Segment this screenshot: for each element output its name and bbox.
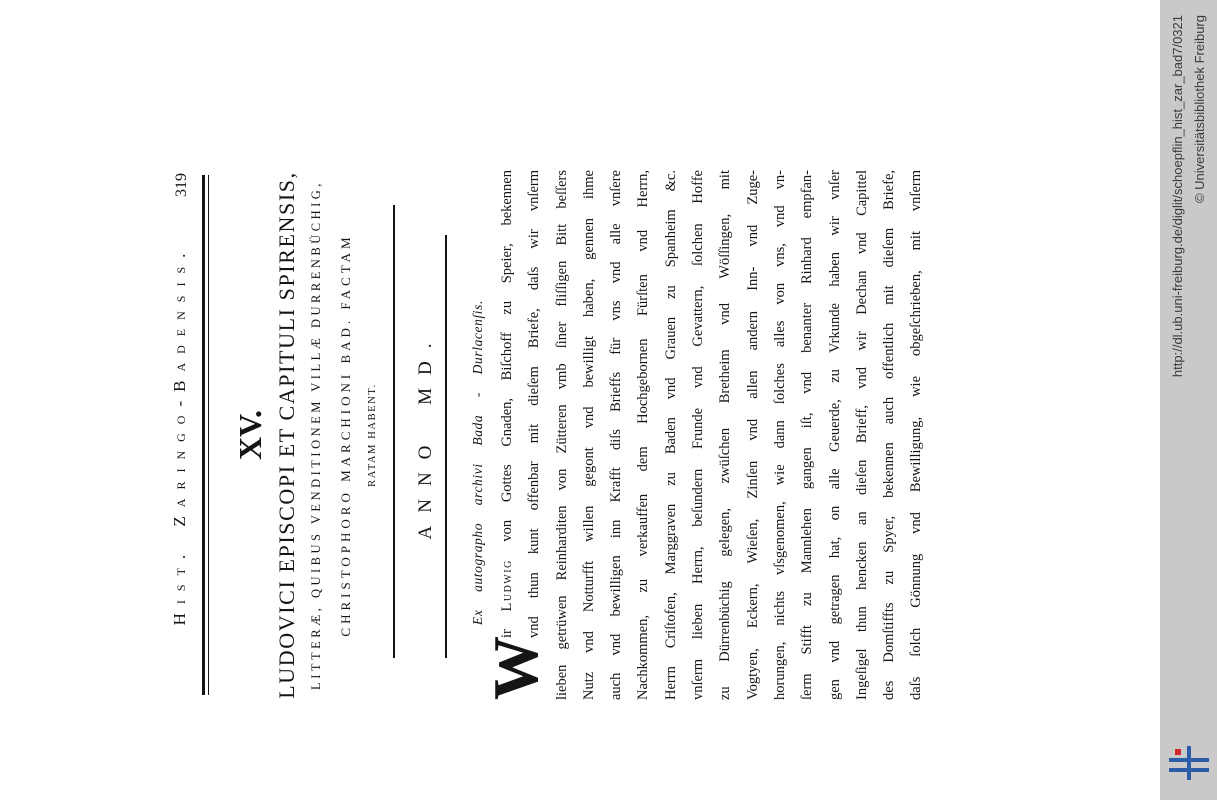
body-line: vnd thun kunt offenbar mit dieſem Briefe, daſs wir vnſerm <box>526 170 543 638</box>
logo-bar-vertical <box>1187 746 1191 780</box>
body-line: zu Dürrenbüchig gelegen, zwüſchen Bretheim vnd Wöſſingen, mit <box>717 170 734 700</box>
body-line: Ingeſigel thun hencken an dieſen Brieff, vnd wir Dechan vnd Capittel <box>853 170 870 700</box>
logo-red-mark <box>1175 749 1181 755</box>
permalink-url: http://dl.ub.uni-freiburg.de/diglit/schoepflin_hist_zar_bad7/0321 <box>1170 15 1185 378</box>
margin-text <box>1160 0 1217 800</box>
body-line-start: ir <box>499 629 515 638</box>
body-line: lieben getrüwen Reinharditen von Zütteren vmb ſiner fliſſigen Bitt beſſers <box>553 170 570 700</box>
document-date: ANNO MD. <box>415 330 436 540</box>
header-rule-thick <box>202 175 205 695</box>
title-line-4: RATAM HABENT. <box>367 383 378 487</box>
body-line: horungen, nichts vſsgenomen, wie dann ſolches alles von vns, vnd vn- <box>771 170 788 700</box>
body-line: Nachkommen, zu verkauffen dem Hochgebornen Fürſten vnd Herrn, <box>635 170 652 700</box>
body-line: Nutz vnd Notturfft willen gegont vnd bewilligt haben, gennen ihme <box>580 170 597 700</box>
body-line: auch vnd bewilligen inn Krafft diſs Brieffs für vns vnd alle vnſere <box>608 170 625 700</box>
header-rule-thin <box>208 175 209 695</box>
body-line: daſs ſolch Gönnung vnd Bewilligung, wie obgeſchrieben, mit vnſerm <box>908 170 925 700</box>
running-head: Hist. Zaringo-Badensis. <box>170 244 189 626</box>
title-line-3: CHRISTOPHORO MARCHIONI BAD. FACTAM <box>338 233 353 637</box>
title-line-1: LUDOVICI EPISCOPI ET CAPITULI SPIRENSIS, <box>274 171 299 699</box>
body-line: Herrn Criſtofen, Marggraven zu Baden vnd Grauen zu Spanheim &c. <box>662 170 679 700</box>
body-line: vnſerm lieben Herrn, beſundern Frunde vnd Gevattern, ſolchen Hoffe <box>690 170 707 700</box>
document-number: XV. <box>232 409 268 461</box>
source-note: Ex autographo archivi Bada - Durlacenſis. <box>470 300 485 625</box>
body-line-rest: von Gottes Gnaden, Biſchoff zu Speier, bekennen <box>499 170 515 542</box>
body-line: Vogtyen, Eckern, Wieſen, Zinſen vnd allen andern Inn- vnd Zuge- <box>744 170 761 700</box>
body-line: gen vnd getragen hat, on alle Geuerde, zu Vrkunde haben wir vnſer <box>826 170 843 700</box>
date-rule-top <box>393 205 395 658</box>
issuer-name: Ludwig <box>499 559 515 612</box>
drop-cap: W <box>480 636 551 700</box>
letter-body <box>494 170 931 700</box>
date-rule-bottom <box>445 235 447 658</box>
body-line: des Domſtiffts zu Spyer, bekennen auch offentlich mit dieſem Briefe, <box>881 170 898 700</box>
page-number: 319 <box>173 173 190 197</box>
library-margin <box>1160 0 1217 800</box>
body-line: ſerm Stifft zu Mannlehen gangen iſt, vnd benanter Rinhard empfan- <box>799 170 816 700</box>
title-line-2: LITTERÆ, QUIBUS VENDITIONEM VILLÆ DURRENBÜCHIG, <box>309 180 323 690</box>
ub-freiburg-logo-icon <box>1166 742 1212 784</box>
copyright-notice: © Universitätsbibliothek Freiburg <box>1192 15 1207 204</box>
body-line <box>494 170 521 700</box>
